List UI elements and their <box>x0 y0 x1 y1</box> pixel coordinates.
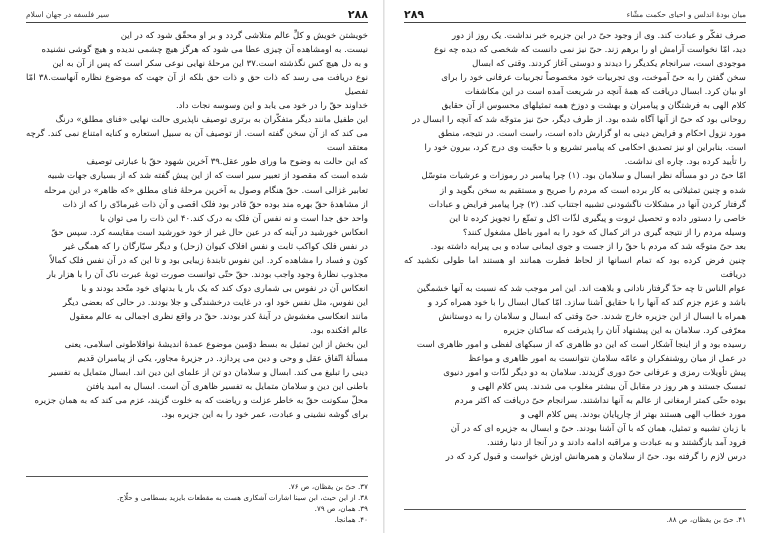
right-page <box>384 0 768 533</box>
text-line: خاصی را دستور داده و تحصیل ثروت و پیگیری لذّات اکل و تمتّع را تجویز کرده تا این <box>449 213 746 224</box>
text-line: موجودی است، سرانجام یکدیگر را دیدند و دوستی آغاز کردند. وقتی که ابسال <box>472 59 746 70</box>
footnote: ۳۷. حیّ بن یقظان، ص ۷۶. <box>288 482 368 491</box>
text-line: تعابیر غزالی است. حقّ هنگام وصول به آخرین مرحلهٔ فنای مطلق «که ظاهر» در این مرحله <box>44 185 368 196</box>
left-footnotes <box>26 476 368 525</box>
text-line: انعکاس خورشید در آینه که در عین حال غیر از خود خورشید است مقایسه کرد. سپس حقّ <box>51 227 368 238</box>
footnote: ۳۹. همان، ص ۷۹. <box>314 504 368 513</box>
text-line: فرود آمد بازگشتند و به عبادت و مراقبه ادامه دادند و در آنجا از دنیا رفتند. <box>487 438 746 449</box>
left-running-title: سیر فلسفه در جهان اسلام <box>26 9 110 19</box>
text-line: او بیان کرد. ابسال دریافت که همهٔ آنچه در شریعت آمده است در این مکاشفات <box>464 87 746 98</box>
text-line: گرفتار کردن آنها در مشکلات ناگشودنی تشبیه اجتناب کند. (۲) چرا پیامبر فرایض و عبادات <box>428 199 746 210</box>
text-line: مجذوب نظارهٔ وجود واجب بودند. حقّ حتّی توانست صورت توبهٔ عبرت ناک آن را با هزار بار <box>46 269 368 280</box>
text-line: برای گوشه نشینی و عبادت، عمر خود را به این جزیره بود. <box>161 410 368 421</box>
text-line: امّا حیّ در دو مسأله نظر ابسال و سلامان بود. (۱) چرا پیامبر در رموزات و عرشیات متوسّل <box>421 171 746 182</box>
text-line: بوده حتّی کمتر ارمغانی از عالم به آنها نداشتند. سرانجام حیّ دریافت که اکثر مردم <box>454 396 746 407</box>
text-line: از مشاهدهٔ حقّ بهره مند بوده حقّ قادر بود فلک اقصی و آن ذات غیرمادّی را که از ذات <box>62 199 368 210</box>
left-page-number: ۲۸۸ <box>347 7 368 21</box>
text-line: محلّ سکونت حقّ به خاطر عزلت و ریاضت که به خلوت گزیند، عزم می کند که به همان جزیره <box>34 396 368 407</box>
text-line: مانند انعکاسی مغشوش در آینهٔ کدر بودند. حقّ در واقع نظری اجمالی به عالم معقول <box>69 311 368 322</box>
text-line: عالم افکنده بود. <box>310 325 368 336</box>
text-line: وسیله مردم را از نتیجه گیری در اثر کمال که خود را به امور باطل مشغول کنند؟ <box>462 227 746 238</box>
text-line: معرّفی کرد. سلامان به این پیشنهاد آنان را پذیرفت که ساکنان جزیره <box>503 325 746 336</box>
text-line: باشد و عزم جزم کند که آنها را با حقایق آشنا سازد. امّا کمال ابسال را با خود همراه کرد و <box>428 297 746 308</box>
text-line: باطنی این دین و سلامان متمایل به تفسیر ظاهری آن است. ابسال به امید یافتن <box>86 382 368 393</box>
right-running-title: میان بودهٔ اندلس و احیای حکمت مشّاء <box>626 9 746 19</box>
text-line: که این حالت به وضوح ما ورای طور عقل.‌۳۹ آخرین شهود حقّ با عبارتی توصیف <box>86 157 368 168</box>
text-line: در نفس فلک کواکب ثابت و نفس افلاک کیوان (زحل) و دیگر سیّارگان را که همگی غیر <box>63 241 368 252</box>
text-line: را تأیید کرده بود. چاره ای نداشت. <box>624 157 746 168</box>
left-page-header <box>26 6 368 23</box>
right-page-body <box>404 29 746 464</box>
right-footnotes <box>404 509 746 525</box>
text-line: کلام الهی به فرشتگان و پیامبران و بهشت و دوزخ همه تمثیلهای محسوس از آن حقایق <box>441 101 746 112</box>
left-page-body <box>26 29 368 422</box>
text-line: چنین فرض کرده بود که تمام انسانها از لحاظ فطرت همانند او هستند اما طولی نکشید که دریافت <box>404 255 746 280</box>
footnote: ۴۰. همانجا. <box>334 515 368 524</box>
text-line: کون و فساد را مشاهده کرد. این نفوس تابندهٔ زیبایی بود و تا این که در آن نفس فلک کمالاً <box>49 255 368 266</box>
text-line: دینی را تبلیغ می کند. ابسال و سلامان دو تن از علمای این دین اند. ابسال متمایل به تفسیر <box>48 368 368 379</box>
text-line: نوع دریافت می رسد که ذات حق و ذات حق بلکه از آن جهت که موضوع نظاره آنهاست.‌۳۸ امّا تفصیل <box>26 73 368 98</box>
text-line: مورد نزول احکام و فرایض دینی به او گزارش داده است، راست است. در نتیجه، منطق <box>438 129 746 140</box>
text-line: روحانی بود که حیّ از آنها آگاه شده بود. از طرف دیگر، حیّ نیز متوجّه شد که آنچه را ابسال در <box>412 115 746 126</box>
text-line: بعد حیّ متوجّه شد که مردم با حقّ را از جست و جوی ایمانی ساده و بی پیرایه داشته بود. <box>430 241 746 252</box>
text-line: شده و چنین تمثیلاتی به کار برده است که مردم را صریح و مستقیم به سخن بگوید و از <box>440 185 746 196</box>
text-line: می کند که از آن سخن گفته است. از توصیف آن به سبیل استعاره و کنایه امتناع نمی کند. گرچه معتقد است <box>26 129 368 154</box>
text-line: دید، امّا نخواست آرامش او را برهم زند. حیّ نیز نمی دانست که شخصی که دیده چه نوع <box>434 45 746 56</box>
text-line: مسألهٔ اتّفاق عقل و وحی و دین می پردازد. در جزیرهٔ مجاور، یکی از پیامبران قدیم <box>77 354 368 365</box>
text-line: است. بنابراین او نیز تصدیق احکامی که پیامبر تشریع و با حجّیت وی درج کرد، بیرون خود را <box>424 143 746 154</box>
text-line: پیش تأویلات رمزی و عرفانی حیّ دوری گزیدند. سلامان به دو دیگر لذّات و امور دنیوی <box>443 368 746 379</box>
text-line: در عمل از میان روشنفکران و عامّه سلامان نتوانست به امور ظاهری و مواعظ <box>468 354 746 365</box>
text-line: سخن گفتن را به حیّ آموخت، وی تجربیات خود مخصوصاً تجربیات عرفانی خود را برای <box>441 73 746 84</box>
text-line: این نفوس، مثل نفس خود او، در غایت درخشندگی و جلا بودند. در حالی که بعضی دیگر <box>62 297 368 308</box>
text-line: رسیده بود و از اینجا آشکار است که این دو ظاهری که از سبکهای لفظی و امور ظاهری است <box>416 340 746 351</box>
text-line: و به دل هیچ کس نگذشته است.‌۳۷ این مرحلهٔ نهایی نوعی سکر است که پس از آن به این <box>52 59 368 70</box>
text-line: تمسک جستند و هر روز در مقابل آن بیشتر مغلوب می شدند. پس کلام الهی و <box>471 382 746 393</box>
footnote: ۴۱. حیّ بن یقظان، ص ۸۸. <box>666 515 746 524</box>
right-page-number: ۲۸۹ <box>404 7 425 21</box>
text-line: انعکاس آن در نفوس بی شماری دوک کند که یک بار یا بدنهای خود متّحد بودند و با <box>81 283 368 294</box>
text-line: با زبان تشبیه و تمثیل، همان که با آن آشنا بودند. حیّ و ابسال به جزیره ای که در آن <box>450 424 746 435</box>
text-line: خویشتن خویش و کلِّ عالم متلاشی گردد و بر او محقّق شود که در این <box>120 31 368 41</box>
text-line: صرف تفکّر و عبادت کند. وی از وجود حیّ در این جزیره خبر نداشت. یک روز از دور <box>451 31 746 41</box>
text-line: درس لازم را گرفته بود. حیّ از سلامان و همرهانش اوزش خواست و قبول کرد که در <box>445 452 746 463</box>
footnote: ۳۸. از این حیث، ابن سینا اشارات آشکاری هست به مقطعات بایزید بسطامی و حلّاج. <box>117 493 368 502</box>
text-line: این طفیل مانند دیگر متفکّران به برتری توصیف ناپذیری حالت نهایی «فنای مطلق» درنگ <box>55 115 368 126</box>
text-line: این بخش از این تمثیل به بسط دوّمین موضوع عمدهٔ اندیشهٔ نوافلاطونی اسلامی، یعنی <box>64 340 368 351</box>
text-line: نیست. به اومشاهده آن چیزی عطا می شود که هرگز هیچ چشمی ندیده و هیچ گوشی نشنیده <box>41 45 368 56</box>
text-line: مورد خطاب الهی هستند بهتر از چارپایان بودند. پس کلام الهی و <box>520 410 746 421</box>
right-page-header <box>404 6 746 23</box>
text-line: شده است که مقصود از تعبیر سیر است که از این پیش گفته شد که از بسیاری جهات شبیه <box>47 171 368 182</box>
text-line: عوام الناس تا چه حدّ گرفتار نادانی و بلاهت اند. این امر موجب شد که نسبت به آنها خشمگین <box>416 283 746 294</box>
text-line: خداوند حقّ را در خود می یابد و این وسوسه نجات داد. <box>175 101 368 112</box>
text-line: واحد حق جدا است و نه نفس آن فلک به درک کند.‌۴۰ این ذات را می توان با <box>99 213 368 224</box>
text-line: همراه با ابسال از این جزیره خارج شدند. حیّ وقتی که ابسال و سلامان را به دوستانش <box>438 311 746 322</box>
